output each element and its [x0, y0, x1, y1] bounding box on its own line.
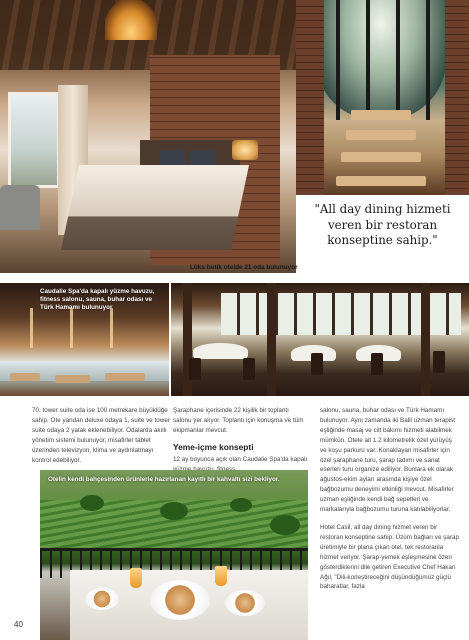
bedroom-caption: Lüks butik otelde 21 oda bulunuyor	[190, 264, 298, 271]
page-number: 40	[14, 620, 23, 629]
bed	[61, 165, 249, 250]
pool-caption: Caudalie Spa'da kapalı yüzme havuzu, fitness salonu, sauna, buhar odası ve Türk Hamamı bulunuyor	[40, 288, 155, 311]
spa-corridor-photo	[296, 0, 469, 195]
quote-line: veren bir restoran	[327, 217, 438, 232]
pull-quote	[296, 202, 469, 249]
paragraph: Hotel Casil, all day dining hizmet veren bir restoran konseptine sahip. Üzüm bağları ve şarap üretimiyle bir plana çıkan otel, tek restoranla hizmet veriyor. Şarap-yemek eşleşmesine özen gösterdiklerini dile getiren Executive Chef Hakan Ağıl, "Dili-korleştireceğini düşündüğümüz güçlü baharatlar, fazla	[320, 523, 459, 591]
vineyard-caption: Otelin kendi bahçesinden ürünlerle hazırlanan kayıtlı bir kahvaltı sizi bekliyor.	[48, 476, 280, 483]
paragraph: salonu, sauna, buhar odası ve Türk Hamamı bulunuyor. Aynı zamanda iki Balil uzman terapist eşliğinde masaj ve cilt bakımı hizmeti alabilmek mümkün. Otele ait 1.2 kilometrelik özel yürüyüş ve koşu parkuru var. Konaklayan misafirler için özel şaraphane turu, şarap tadımı ve sanat eserleri turu organize ediliyor. Bunlara ek olarak ağustos-ekim ayları arasında kişiye özel bağbozumu deneyimi etkinliği mevcut. Misafirler uzman eşliğinde kendi bağ sepetleri ve markalarıyla bağbozumu turuna katılabiliyorlar.	[320, 407, 455, 514]
paragraph: 12 ay boyunca açık olan Caudalie Spa'da kapalı	[173, 455, 308, 463]
section-heading: Yeme-içme konsepti	[173, 441, 254, 452]
quote-line: "All day dining hizmeti	[314, 202, 451, 216]
quote-line: konseptine sahip."	[327, 233, 438, 247]
restaurant-photo	[171, 283, 469, 396]
article-column-2	[173, 406, 308, 475]
bedroom-photo	[0, 0, 296, 273]
pendant-lamp	[105, 0, 157, 40]
paragraph: Şaraphane içerisinde 22 kişilik bir toplantı salonu yer alıyor. Toplantı için konuşma ve tüm ekipmanlar mevcut.	[173, 407, 304, 434]
article-column-3	[320, 406, 460, 592]
paragraph: 70, tower suite oda ise 100 metrekare büyüklüğe sahip. Ote yandan deluxe odaya 1, suite ve tower suite odaya 2 yatak eklenebiliyor. Odalarda akıllı yönetim sistemi bulunuyor, misafirler tablet üzerinden televizyon, klima ve aydınlatmayı kontrol edebiliyor.	[32, 407, 170, 464]
vineyard-breakfast-photo	[40, 470, 308, 640]
article-column-1	[32, 406, 172, 465]
